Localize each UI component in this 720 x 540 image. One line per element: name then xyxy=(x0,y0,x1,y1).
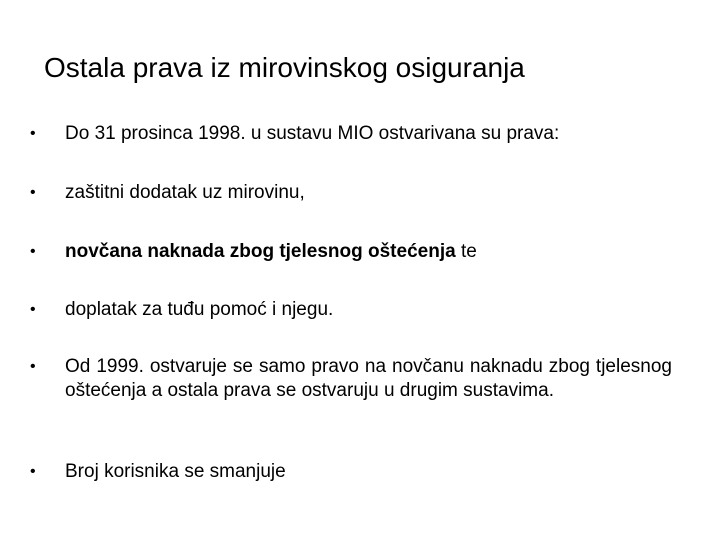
bullet-item xyxy=(30,240,672,264)
bullet-marker: • xyxy=(30,463,36,480)
bullet-marker: • xyxy=(30,184,36,201)
bullet-text: te xyxy=(455,241,477,262)
bullet-marker: • xyxy=(30,125,36,142)
bullet-text: Do 31 prosinca 1998. u sustavu MIO ostvarivana su prava: xyxy=(65,123,560,144)
bullet-item xyxy=(30,181,672,205)
bullet-text: doplatak za tuđu pomoć i njegu. xyxy=(65,299,334,320)
bullet-text: Od 1999. ostvaruje se samo pravo na novčanu naknadu zbog tjelesnog oštećenja a ostala prava se ostvaruju u drugim sustavima. xyxy=(65,356,672,401)
bullet-item xyxy=(30,460,672,484)
bullet-item xyxy=(30,298,672,322)
bullet-text: zaštitni dodatak uz mirovinu, xyxy=(65,182,305,203)
bullet-text-bold: novčana naknada zbog tjelesnog oštećenja xyxy=(65,241,456,262)
bullet-text-composite xyxy=(65,240,672,264)
bullet-marker: • xyxy=(30,243,36,260)
bullet-text: Broj korisnika se smanjuje xyxy=(65,461,286,482)
bullet-marker: • xyxy=(30,358,36,375)
bullet-item xyxy=(30,122,672,146)
slide-title: Ostala prava iz mirovinskog osiguranja xyxy=(44,52,525,83)
bullet-item xyxy=(30,355,672,403)
bullet-marker: • xyxy=(30,301,36,318)
